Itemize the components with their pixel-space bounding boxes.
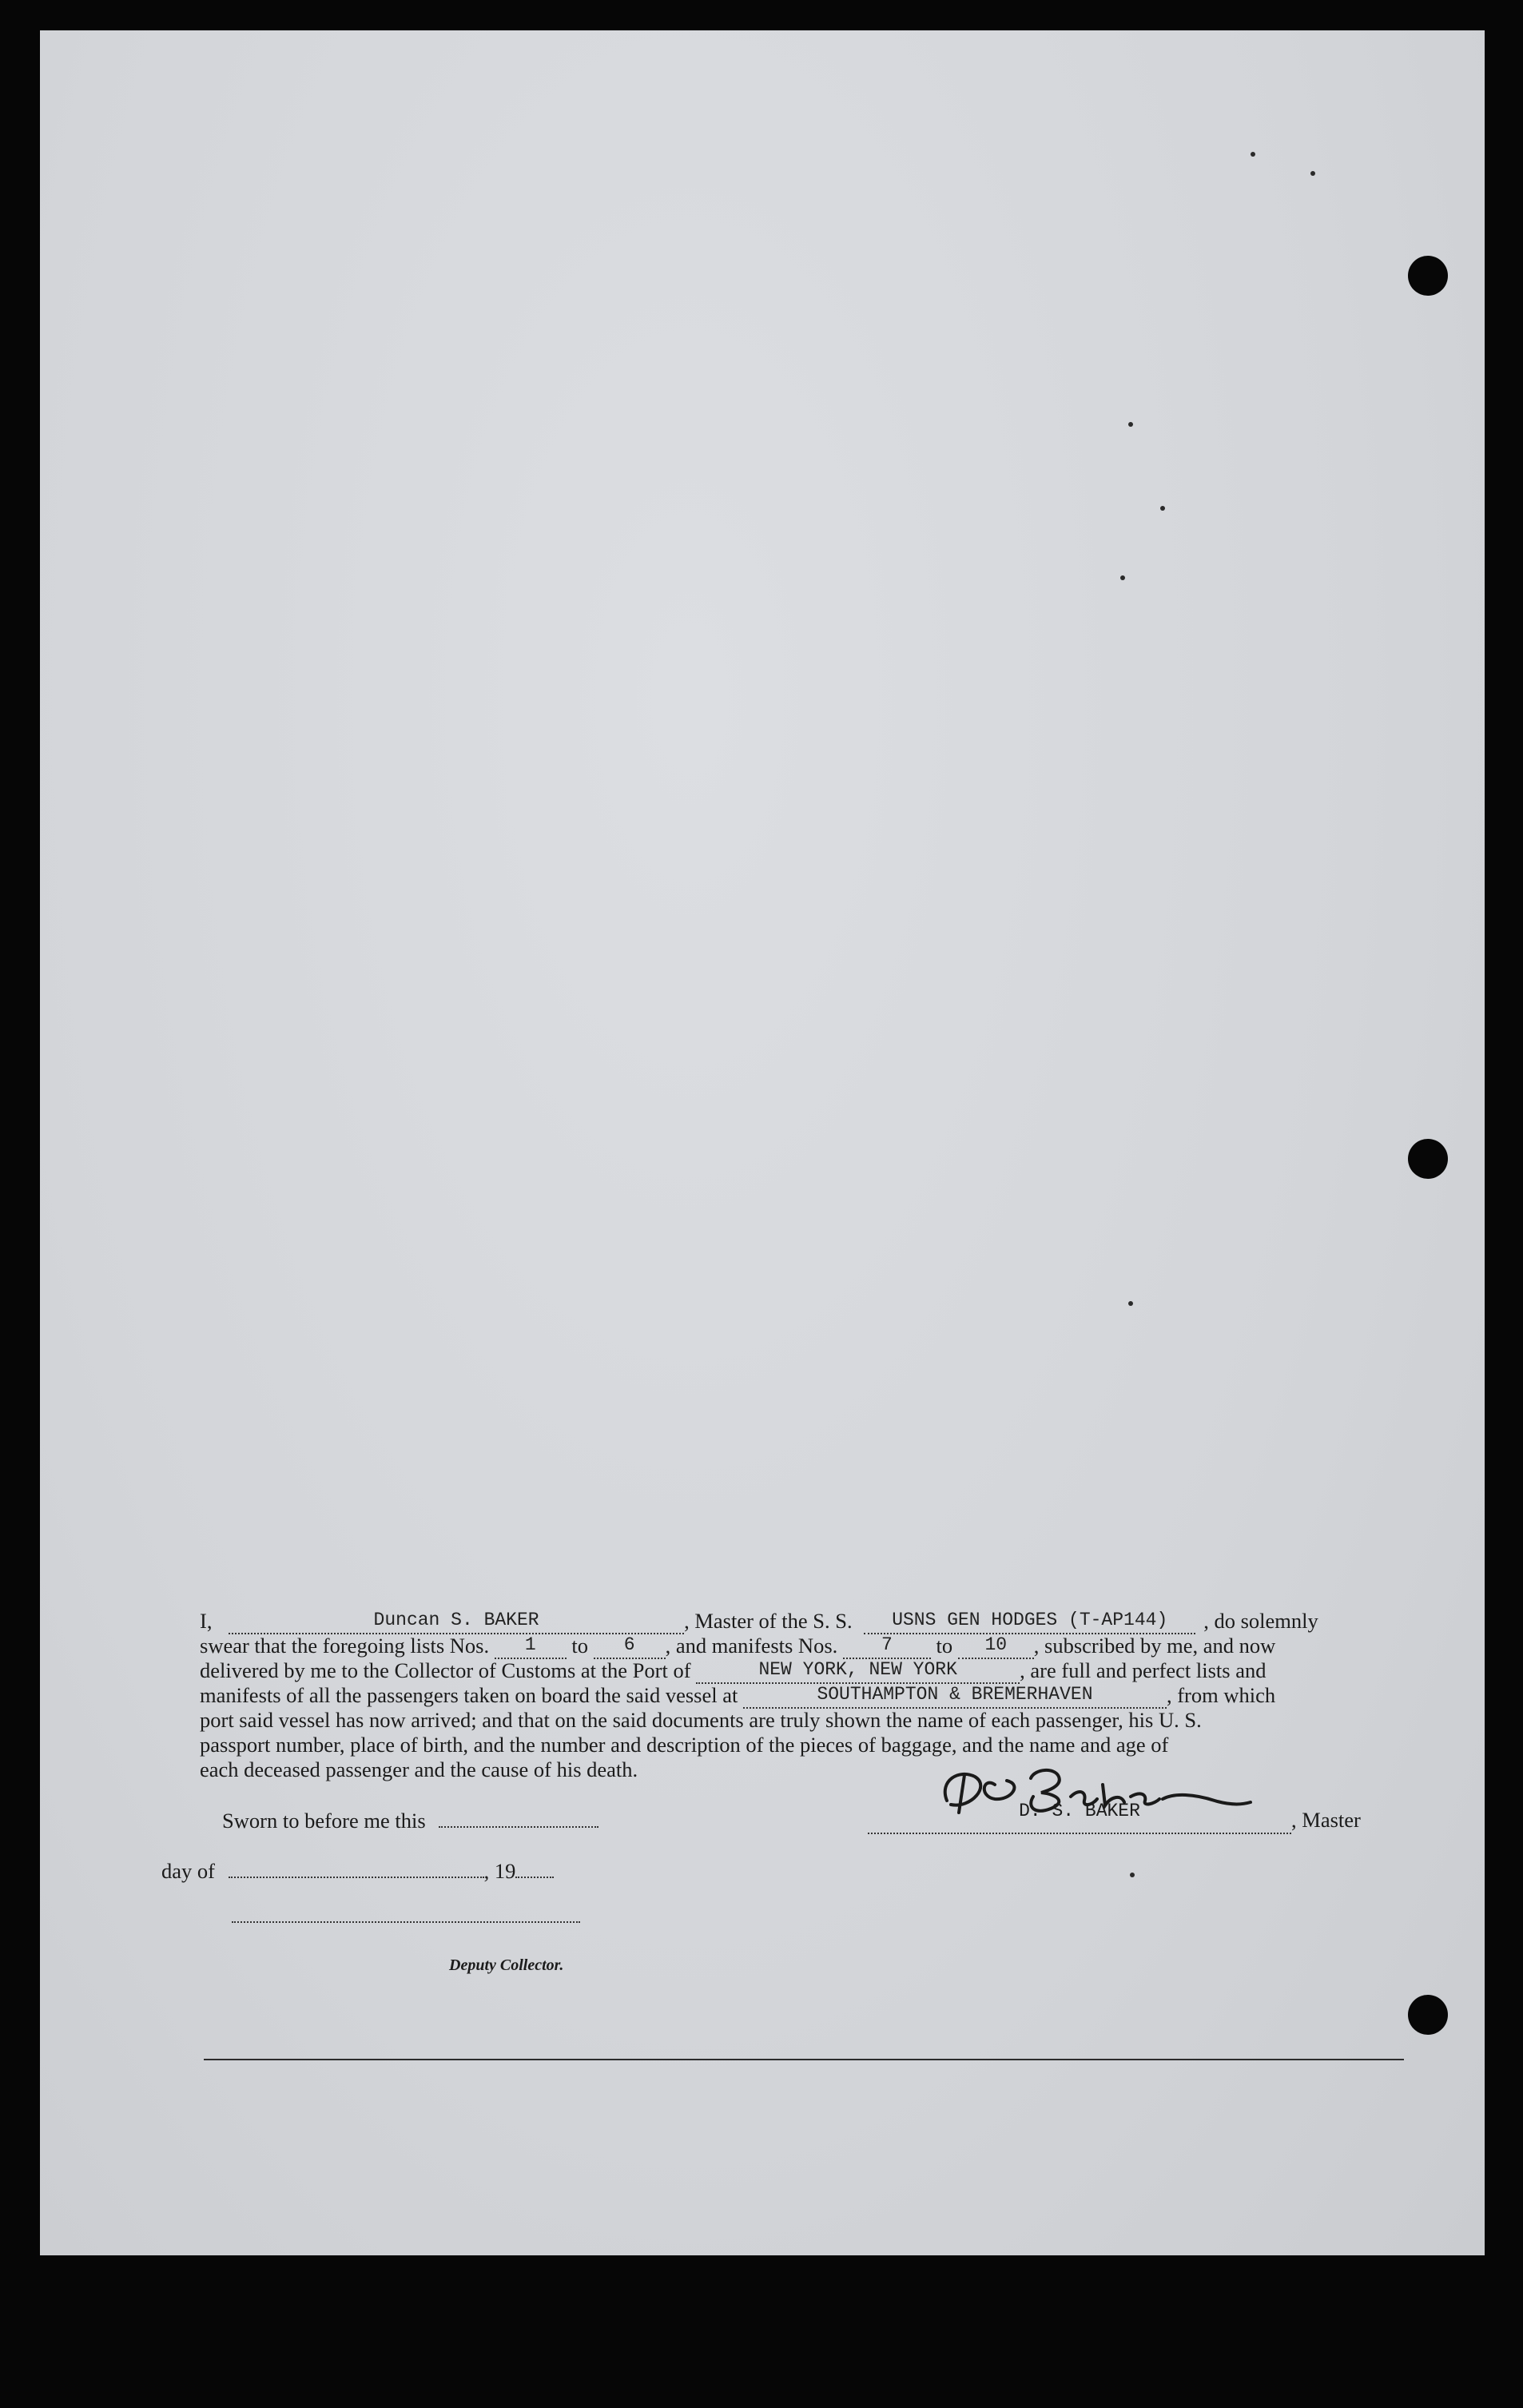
full-perfect-label: , are full and perfect lists and: [1020, 1658, 1267, 1682]
day-of-field: [229, 1877, 484, 1878]
day-of-line: [161, 1859, 554, 1884]
manifests-all-label: manifests of all the passengers taken on board the said vessel at: [200, 1683, 738, 1707]
punch-hole-bottom: [1408, 1995, 1448, 2035]
bottom-rule: [204, 2059, 1404, 2060]
master-name-field: Duncan S. BAKER: [229, 1608, 684, 1634]
manifests-to-field: 10: [958, 1633, 1034, 1659]
master-signature-field: [868, 1801, 1291, 1834]
bleed-through-text: [304, 102, 315, 124]
oath-text: port said vessel has now arrived; and that on the said documents are truly shown the name of each passenger, his U. S.: [200, 1708, 1202, 1732]
oath-line-4: [200, 1683, 1406, 1708]
port-of-departure-field: SOUTHAMPTON & BREMERHAVEN: [743, 1682, 1167, 1709]
oath-line-3: [200, 1658, 1406, 1683]
deputy-signature-line: [232, 1921, 580, 1923]
paper-speck: [1130, 1873, 1135, 1877]
delivered-label: delivered by me to the Collector of Customs at the Port of: [200, 1658, 691, 1682]
paper-speck: [1120, 575, 1125, 580]
punch-hole-middle: [1408, 1139, 1448, 1179]
paper-speck: [1128, 1301, 1133, 1306]
from-which-label: , from which: [1166, 1683, 1276, 1707]
lists-from-field: 1: [495, 1633, 567, 1659]
vessel-name-field: USNS GEN HODGES (T-AP144): [864, 1608, 1195, 1634]
do-solemnly-label: , do solemnly: [1203, 1609, 1318, 1633]
and-manifests-label: , and manifests Nos.: [665, 1634, 838, 1658]
master-label: , Master: [1291, 1808, 1361, 1832]
swear-lists-label: swear that the foregoing lists Nos.: [200, 1634, 490, 1658]
master-signature-line: [868, 1801, 1361, 1834]
year-field: [515, 1877, 554, 1878]
master-of-ss-label: , Master of the S. S.: [684, 1609, 853, 1633]
subscribed-label: , subscribed by me, and now: [1033, 1634, 1276, 1658]
paper-speck: [1128, 422, 1133, 427]
sworn-date-field: [439, 1826, 598, 1828]
manifests-from-field: 7: [843, 1633, 931, 1659]
punch-hole-top: [1408, 256, 1448, 296]
oath-line-1: [200, 1609, 1406, 1634]
oath-text: passport number, place of birth, and the number and description of the pieces of baggage, and the name and age of: [200, 1733, 1169, 1757]
oath-intro: I,: [200, 1609, 213, 1633]
paper-speck: [1160, 506, 1165, 511]
sworn-before-label: Sworn to before me this: [222, 1809, 426, 1833]
to-label-2: to: [936, 1634, 953, 1658]
deputy-collector-label: Deputy Collector.: [449, 1956, 564, 1974]
paper-speck: [1251, 152, 1255, 157]
sworn-before-line: [222, 1809, 598, 1833]
oath-line-5: [200, 1708, 1406, 1733]
oath-text: each deceased passenger and the cause of his death.: [200, 1757, 638, 1781]
oath-line-2: [200, 1634, 1406, 1658]
day-of-label: day of: [161, 1859, 215, 1883]
to-label-1: to: [571, 1634, 588, 1658]
year-prefix-label: , 19: [483, 1859, 516, 1883]
lists-to-field: 6: [594, 1633, 666, 1659]
signature-typed-name: D. S. BAKER: [1019, 1801, 1140, 1821]
paper-speck: [1310, 171, 1315, 176]
document-page: [40, 30, 1485, 2255]
port-of-arrival-field: NEW YORK, NEW YORK: [696, 1658, 1020, 1684]
